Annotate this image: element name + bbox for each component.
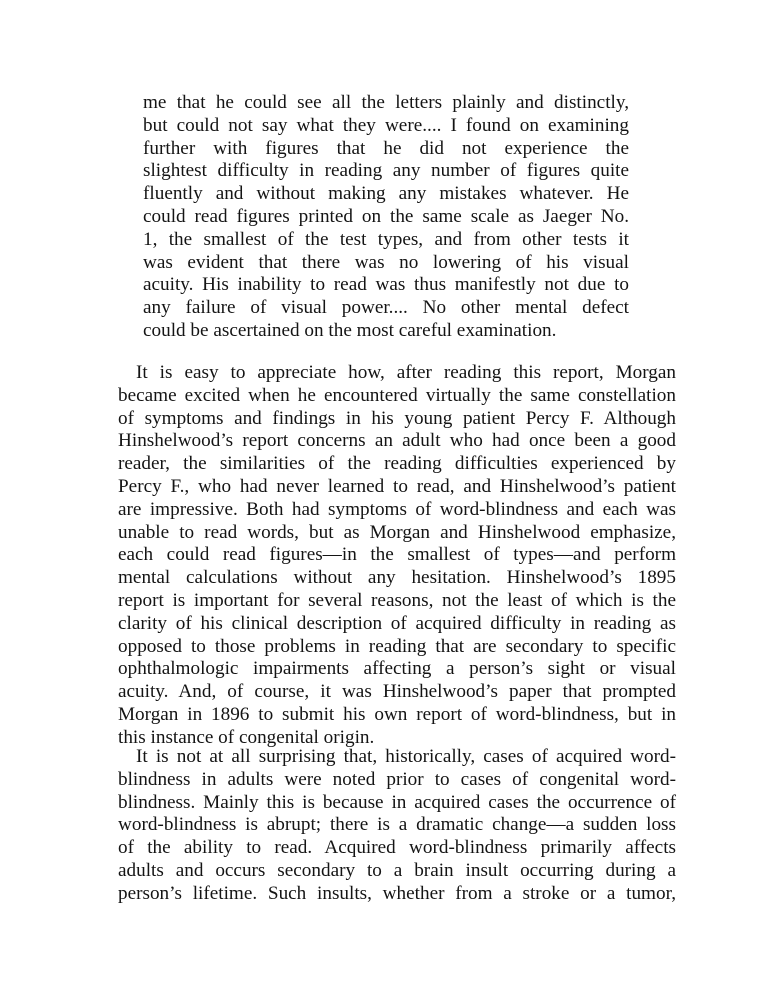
quote-line: but could not say what they were.... I found on examining bbox=[143, 114, 629, 136]
paragraph-line: of the ability to read. Acquired word-blindness primarily affects bbox=[118, 837, 676, 859]
paragraph-line: mental calculations without any hesitation. Hinshelwood’s 1895 bbox=[118, 567, 676, 589]
paragraph-line: unable to read words, but as Morgan and Hinshelwood emphasize, bbox=[118, 521, 676, 543]
paragraph-line: opposed to those problems in reading that are secondary to specific bbox=[118, 635, 676, 657]
quote-line: me that he could see all the letters plainly and distinctly, bbox=[143, 92, 629, 113]
paragraph-line: Morgan in 1896 to submit his own report of word-blindness, but in bbox=[118, 703, 676, 725]
paragraph-line: It is not at all surprising that, historically, cases of acquired word- bbox=[136, 746, 676, 767]
paragraph-line: reader, the similarities of the reading difficulties experienced by bbox=[118, 453, 676, 475]
paragraph-line: clarity of his clinical description of acquired difficulty in reading as bbox=[118, 612, 676, 634]
quote-line: could read figures printed on the same scale as Jaeger No. bbox=[143, 205, 629, 227]
quote-line: fluently and without making any mistakes whatever. He bbox=[143, 183, 629, 205]
paragraph-2 bbox=[118, 746, 676, 906]
quote-line: any failure of visual power.... No other mental defect bbox=[143, 297, 629, 319]
paragraph-line: became excited when he encountered virtually the same constellation bbox=[118, 384, 676, 406]
quote-line: acuity. His inability to read was thus manifestly not due to bbox=[143, 274, 629, 296]
paragraph-line: of symptoms and findings in his young patient Percy F. Although bbox=[118, 407, 676, 429]
paragraph-line: this instance of congenital origin. bbox=[118, 726, 375, 748]
paragraph-line: blindness in adults were noted prior to cases of congenital word- bbox=[118, 768, 676, 790]
quote-line: slightest difficulty in reading any number of figures quite bbox=[143, 160, 629, 182]
paragraph-line: word-blindness is abrupt; there is a dramatic change—a sudden loss bbox=[118, 814, 676, 836]
block-quote bbox=[143, 92, 629, 343]
paragraph-line: adults and occurs secondary to a brain insult occurring during a bbox=[118, 859, 676, 881]
quote-line: further with figures that he did not experience the bbox=[143, 137, 629, 159]
quote-line: 1, the smallest of the test types, and from other tests it bbox=[143, 228, 629, 250]
paragraph-line: are impressive. Both had symptoms of word-blindness and each was bbox=[118, 498, 676, 520]
paragraph-line: each could read figures—in the smallest of types—and perform bbox=[118, 544, 676, 566]
paragraph-line: person’s lifetime. Such insults, whether from a stroke or a tumor, bbox=[118, 882, 676, 904]
paragraph-line: blindness. Mainly this is because in acquired cases the occurrence of bbox=[118, 791, 676, 813]
paragraph-line: acuity. And, of course, it was Hinshelwood’s paper that prompted bbox=[118, 681, 676, 703]
quote-line: could be ascertained on the most careful examination. bbox=[143, 319, 557, 341]
quote-line: was evident that there was no lowering of his visual bbox=[143, 251, 629, 273]
paragraph-line: It is easy to appreciate how, after reading this report, Morgan bbox=[136, 362, 676, 383]
paragraph-1 bbox=[118, 362, 676, 750]
paragraph-line: Hinshelwood’s report concerns an adult who had once been a good bbox=[118, 430, 676, 452]
paragraph-line: Percy F., who had never learned to read, and Hinshelwood’s patient bbox=[118, 475, 676, 497]
paragraph-line: report is important for several reasons, not the least of which is the bbox=[118, 589, 676, 611]
paragraph-line: ophthalmologic impairments affecting a person’s sight or visual bbox=[118, 658, 676, 680]
